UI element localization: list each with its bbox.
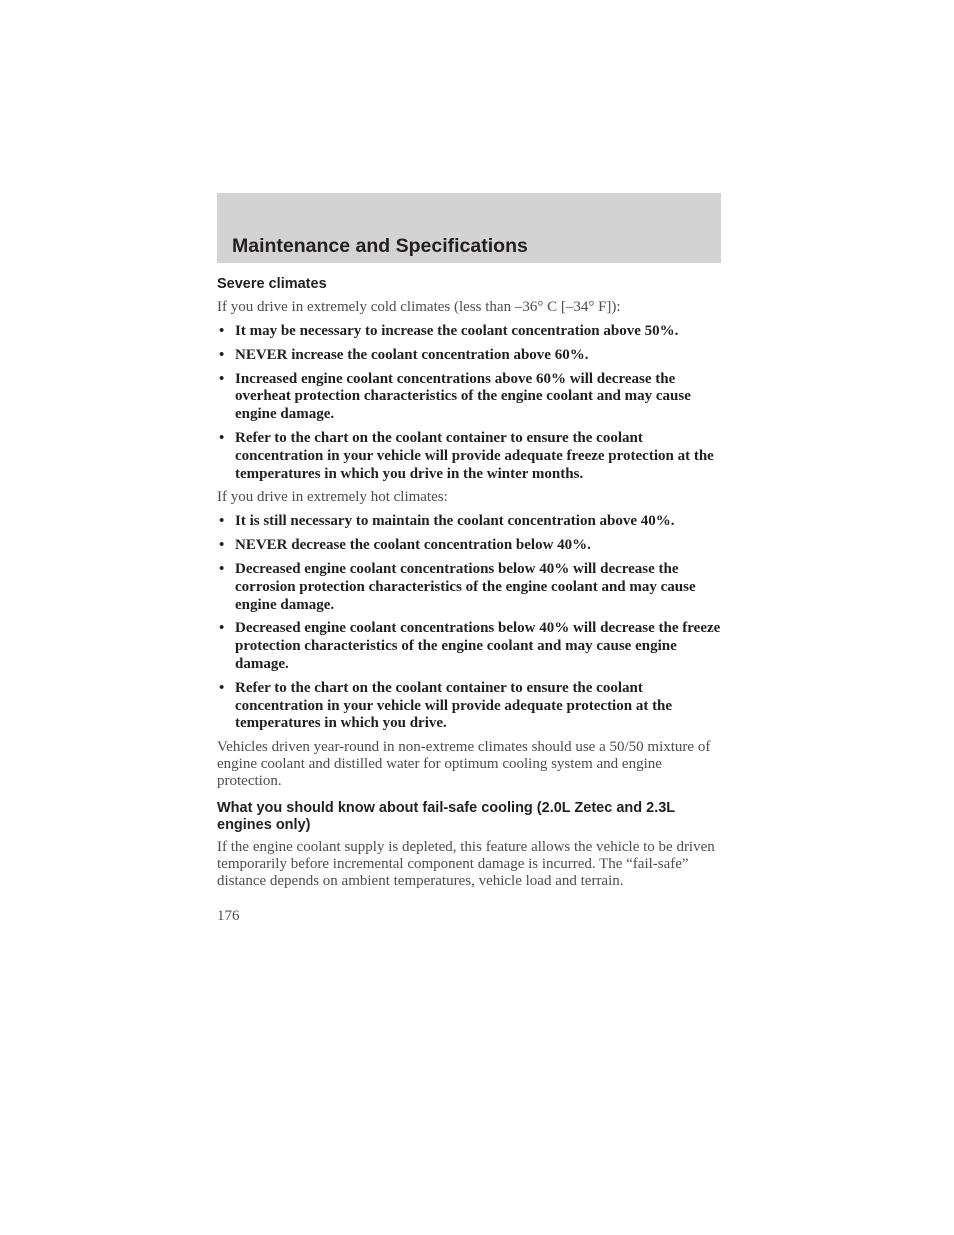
list-item-text: Refer to the chart on the coolant container to ensure the coolant concentration in your vehicle will provide adequate freeze protection at the temperatures in which you drive in the winter months. — [235, 429, 714, 482]
non-extreme-climate-paragraph: Vehicles driven year-round in non-extreme climates should use a 50/50 mixture of engine coolant and distilled water for optimum cooling system and engine protection. — [217, 739, 711, 790]
list-item-text: Decreased engine coolant concentrations below 40% will decrease the freeze protection characteristics of the engine coolant and may cause engine damage. — [235, 620, 721, 672]
hot-climate-intro: If you drive in extremely hot climates: — [217, 489, 448, 506]
list-item — [217, 537, 721, 555]
list-item-text: NEVER increase the coolant concentration above 60%. — [235, 346, 589, 363]
list-item — [217, 430, 721, 483]
bullet-mark: • — [219, 560, 225, 577]
list-item — [217, 371, 721, 424]
chapter-title: Maintenance and Specifications — [232, 235, 528, 257]
bullet-mark: • — [219, 429, 225, 446]
page-content — [217, 276, 721, 925]
bullet-mark: • — [219, 346, 225, 363]
list-item-text: Refer to the chart on the coolant container to ensure the coolant concentration in your vehicle will provide adequate protection at the temperatures in which you drive. — [235, 679, 673, 732]
bullet-mark: • — [219, 620, 225, 637]
bullet-mark: • — [219, 513, 225, 530]
bullet-mark: • — [219, 323, 225, 339]
list-item — [217, 620, 721, 673]
fail-safe-paragraph: If the engine coolant supply is depleted, this feature allows the vehicle to be driven temporarily before incremental component damage is incurred. The “fail-safe” distance depends on ambient temperatures, vehicle load and terrain. — [217, 839, 715, 890]
list-item — [217, 680, 721, 733]
section-heading-severe-climates: Severe climates — [217, 276, 327, 292]
list-item-text: It may be necessary to increase the coolant concentration above 50%. — [235, 323, 679, 339]
list-item — [217, 347, 721, 365]
bullet-mark: • — [219, 537, 225, 554]
cold-climate-list — [217, 323, 721, 483]
list-item — [217, 561, 721, 614]
bullet-mark: • — [219, 679, 225, 696]
list-item-text: Decreased engine coolant concentrations below 40% will decrease the corrosion protection characteristics of the engine coolant and may cause engine damage. — [235, 560, 696, 613]
bullet-mark: • — [219, 370, 225, 387]
list-item — [217, 323, 721, 341]
list-item-text: It is still necessary to maintain the coolant concentration above 40%. — [235, 513, 675, 530]
chapter-header-band — [217, 193, 721, 263]
list-item-text: Increased engine coolant concentrations above 60% will decrease the overheat protection characteristics of the engine coolant and may cause engine damage. — [235, 370, 691, 423]
list-item-text: NEVER decrease the coolant concentration below 40%. — [235, 537, 591, 554]
section-heading-fail-safe-cooling: What you should know about fail-safe cooling (2.0L Zetec and 2.3L engines only) — [217, 800, 675, 834]
list-item — [217, 513, 721, 531]
page-number: 176 — [217, 908, 240, 925]
hot-climate-list — [217, 513, 721, 733]
cold-climate-intro: If you drive in extremely cold climates (less than –36° C [–34° F]): — [217, 299, 621, 315]
